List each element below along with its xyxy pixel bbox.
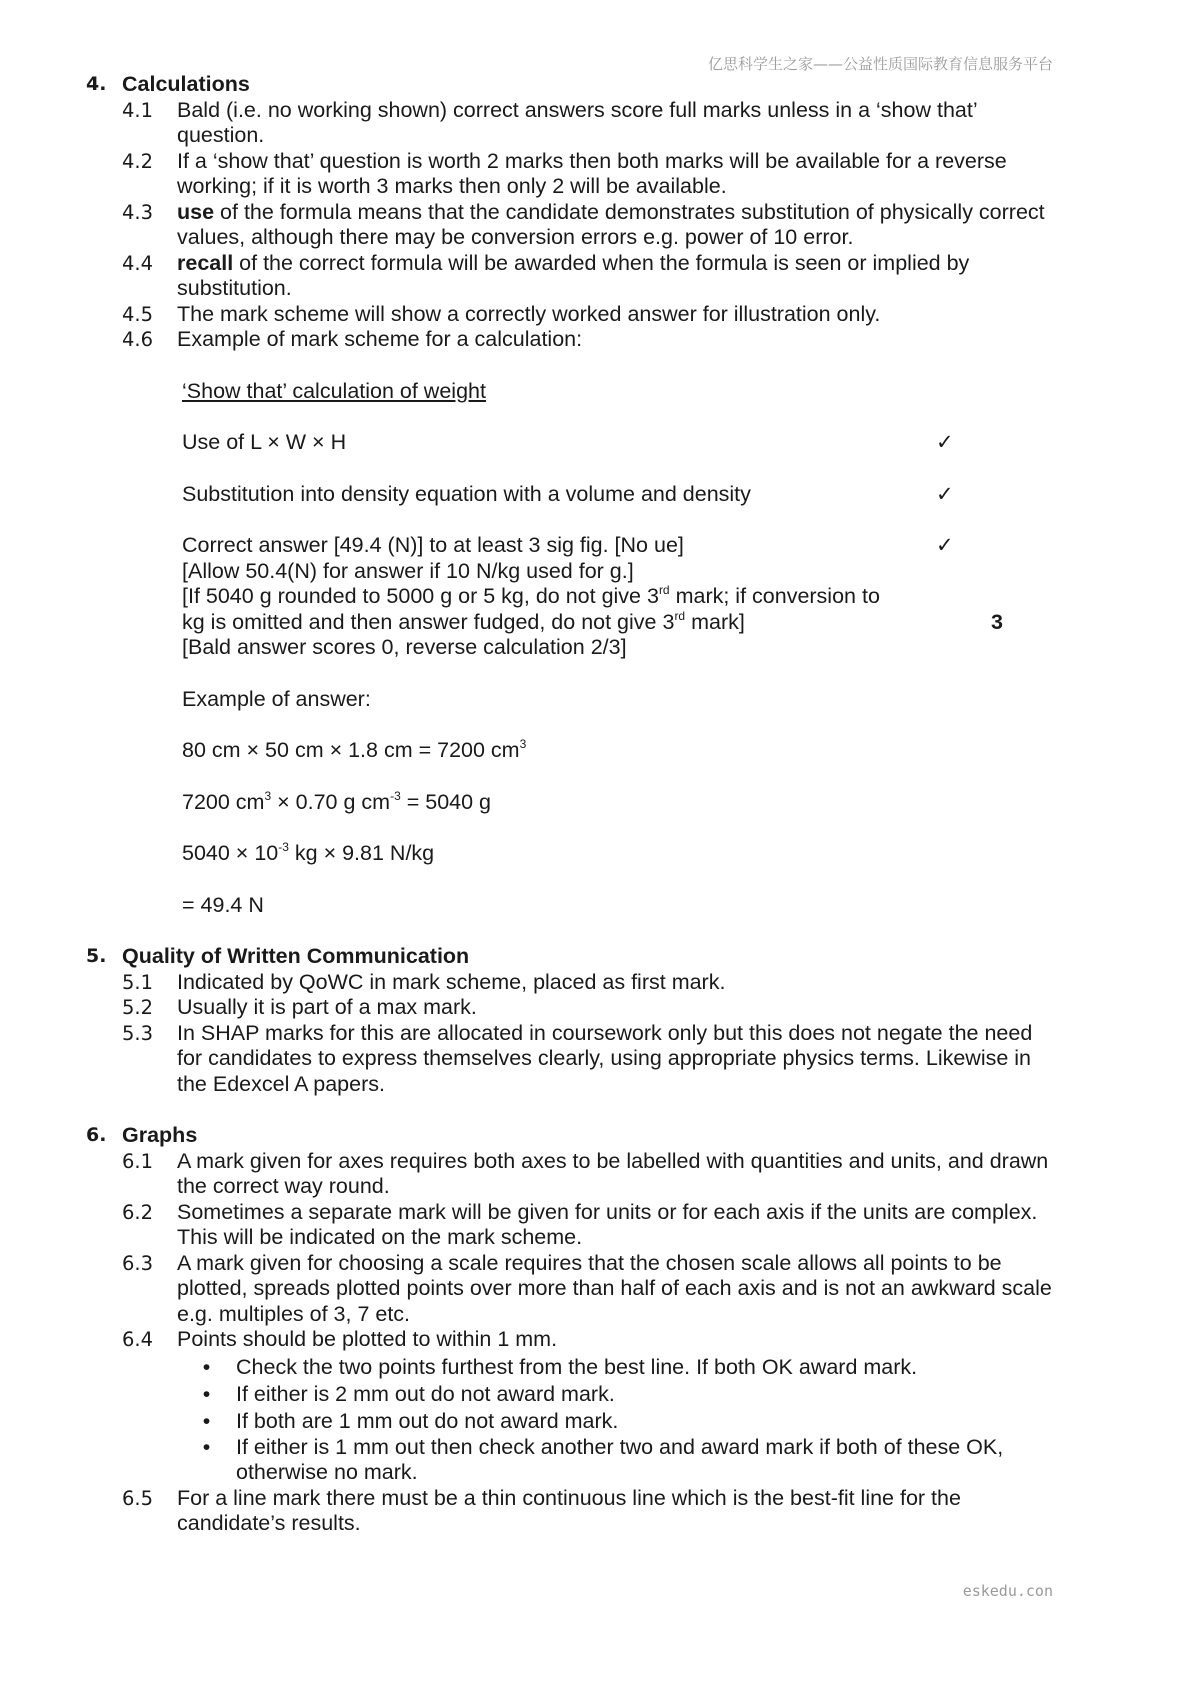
section-heading xyxy=(86,72,1056,98)
step-text: 80 cm × 50 cm × 1.8 cm = 7200 cm xyxy=(182,738,520,762)
bullet-icon: • xyxy=(202,1354,211,1379)
item-text xyxy=(177,1327,1056,1486)
list-item xyxy=(86,98,1056,149)
item-keyword: recall xyxy=(177,250,234,275)
bullet-icon: • xyxy=(202,1381,211,1406)
item-number: 6.3 xyxy=(122,1251,154,1275)
item-text: Sometimes a separate mark will be given for units or for each axis if the units are complex. This will be indicated on the mark scheme. xyxy=(177,1199,1038,1249)
item-text: Indicated by QoWC in mark scheme, placed as first mark. xyxy=(177,969,726,994)
section-title: Quality of Written Communication xyxy=(122,944,470,968)
item-text: A mark given for axes requires both axes to be labelled with quantities and units, and drawn the correct way round. xyxy=(177,1148,1049,1198)
step-superscript: -3 xyxy=(390,788,401,803)
mark-scheme-page xyxy=(86,72,1056,1537)
list-item xyxy=(86,1251,1056,1328)
section-calculations xyxy=(86,72,1056,353)
list-item xyxy=(86,1327,1056,1486)
bullet-text: If either is 2 mm out do not award mark. xyxy=(236,1381,615,1406)
item-number: 5.3 xyxy=(122,1021,154,1045)
note-superscript: rd xyxy=(674,608,686,623)
mark-point xyxy=(182,533,1056,559)
section-graphs xyxy=(86,1123,1056,1537)
list-item xyxy=(86,970,1056,996)
step-text: 7200 cm xyxy=(182,789,265,814)
tick-icon: ✓ xyxy=(936,482,954,506)
bullet-item xyxy=(177,1435,1056,1486)
note-text: mark; if conversion to xyxy=(669,584,880,608)
bullet-item xyxy=(177,1408,1056,1435)
step-superscript: -3 xyxy=(278,840,289,854)
step-superscript: 3 xyxy=(519,737,527,751)
item-number: 6.5 xyxy=(122,1486,154,1510)
item-number: 6.4 xyxy=(122,1328,154,1351)
item-number: 6.1 xyxy=(122,1149,154,1173)
note-text xyxy=(182,610,942,636)
list-item xyxy=(86,302,1056,328)
list-item xyxy=(86,995,1056,1021)
bullet-text: If both are 1 mm out do not award mark. xyxy=(236,1408,619,1433)
item-number: 4.4 xyxy=(122,251,154,275)
tick-icon: ✓ xyxy=(936,534,954,557)
bullet-item xyxy=(177,1354,1056,1381)
bullet-icon: • xyxy=(202,1434,211,1459)
watermark-header: 亿思科学生之家——公益性质国际教育信息服务平台 xyxy=(707,55,1053,73)
bullet-text: Check the two points furthest from the best line. If both OK award mark. xyxy=(236,1354,918,1379)
item-body: of the correct formula will be awarded when the formula is seen or implied by substitution. xyxy=(177,250,970,300)
list-item xyxy=(86,149,1056,200)
item-number: 4.1 xyxy=(122,98,154,122)
example-title: ‘Show that’ calculation of weight xyxy=(182,378,486,403)
step-text: = 5040 g xyxy=(400,789,492,814)
list-item xyxy=(86,1021,1056,1098)
mark-point xyxy=(182,482,1056,508)
item-text: Usually it is part of a max mark. xyxy=(177,995,477,1019)
item-number: 6.2 xyxy=(122,1200,154,1224)
item-body: of the formula means that the candidate demonstrates substitution of physically correct values, although there may be conversion errors e.g. power of 10 error. xyxy=(177,199,1045,249)
bullet-list xyxy=(177,1354,1056,1486)
answer-step xyxy=(182,841,1056,867)
section-title: Calculations xyxy=(122,72,250,96)
note-text: mark] xyxy=(685,609,745,634)
item-number: 4.3 xyxy=(122,200,154,224)
section-qowc xyxy=(86,944,1056,1097)
item-text: In SHAP marks for this are allocated in coursework only but this does not negate the need for candidates to express themselves clearly, using appropriate physics terms. Likewise in the Edexcel A papers. xyxy=(177,1020,1033,1096)
item-text xyxy=(177,200,1056,251)
note-superscript: rd xyxy=(658,583,670,597)
section-heading xyxy=(86,1123,1056,1149)
step-text: kg × 9.81 N/kg xyxy=(288,841,435,865)
mark-point-text: Substitution into density equation with a volume and density xyxy=(182,481,751,506)
bald-note: [Bald answer scores 0, reverse calculation 2/3] xyxy=(182,635,627,659)
worked-example xyxy=(86,379,1056,919)
bullet-item xyxy=(177,1381,1056,1408)
mark-point-text: Correct answer [49.4 (N)] to at least 3 sig fig. [No ue] xyxy=(182,533,684,557)
item-number: 4.2 xyxy=(122,149,154,173)
item-text: A mark given for choosing a scale requires that the chosen scale allows all points to be plotted, spreads plotted points over more than half of each axis and is not an awkward scale e.g. multiples of 3, 7 etc. xyxy=(177,1250,1052,1326)
step-text: × 0.70 g cm xyxy=(271,789,391,814)
watermark-footer: eskedu.con xyxy=(962,1582,1053,1600)
note-text: kg is omitted and then answer fudged, do not give 3 xyxy=(182,609,675,634)
bullet-icon: • xyxy=(202,1408,211,1433)
section-number: 6. xyxy=(86,1124,107,1146)
list-item xyxy=(86,1486,1056,1537)
total-marks: 3 xyxy=(991,609,1003,634)
bullet-text: If either is 1 mm out then check another two and award mark if both of these OK, otherwise no mark. xyxy=(236,1434,1004,1484)
step-superscript: 3 xyxy=(264,788,272,803)
item-text: Bald (i.e. no working shown) correct answers score full marks unless in a ‘show that’ question. xyxy=(177,97,977,147)
item-number: 5.1 xyxy=(122,970,154,994)
list-item xyxy=(86,327,1056,353)
answer-step xyxy=(182,738,1056,764)
item-text: If a ‘show that’ question is worth 2 marks then both marks will be available for a reverse working; if it is worth 3 marks then only 2 will be available. xyxy=(177,148,1007,198)
answer-result: = 49.4 N xyxy=(182,892,264,917)
mark-point xyxy=(182,430,1056,456)
fudge-note xyxy=(182,610,1056,636)
item-text: For a line mark there must be a thin continuous line which is the best-fit line for the candidate’s results. xyxy=(177,1485,961,1535)
item-number: 4.5 xyxy=(122,302,154,326)
list-item xyxy=(86,251,1056,302)
section-number: 5. xyxy=(86,945,107,967)
item-keyword: use xyxy=(177,199,215,224)
answer-heading: Example of answer: xyxy=(182,686,371,711)
tick-icon: ✓ xyxy=(936,431,954,454)
section-title: Graphs xyxy=(122,1123,198,1147)
rounding-note xyxy=(182,584,1056,610)
item-text: Example of mark scheme for a calculation: xyxy=(177,327,583,351)
list-item xyxy=(86,1200,1056,1251)
section-heading xyxy=(86,944,1056,970)
item-number: 4.6 xyxy=(122,328,154,351)
note-text: [If 5040 g rounded to 5000 g or 5 kg, do not give 3 xyxy=(182,584,659,608)
answer-step xyxy=(182,790,1056,816)
item-text xyxy=(177,251,1056,302)
mark-point-text: Use of L × W × H xyxy=(182,430,347,454)
allow-note: [Allow 50.4(N) for answer if 10 N/kg used for g.] xyxy=(182,558,634,583)
list-item xyxy=(86,200,1056,251)
item-body: Points should be plotted to within 1 mm. xyxy=(177,1327,558,1351)
section-number: 4. xyxy=(86,73,107,95)
list-item xyxy=(86,1149,1056,1200)
item-number: 5.2 xyxy=(122,996,154,1019)
step-text: 5040 × 10 xyxy=(182,841,279,865)
item-text: The mark scheme will show a correctly worked answer for illustration only. xyxy=(177,301,881,326)
